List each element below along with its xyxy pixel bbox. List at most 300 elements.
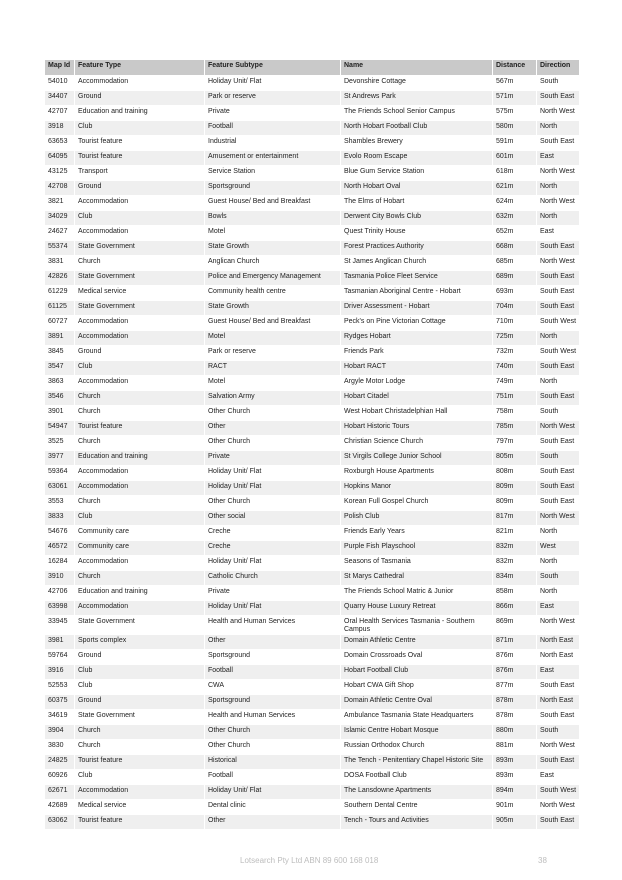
cell-direction: North bbox=[537, 526, 580, 541]
cell-name: Tasmanian Aboriginal Centre - Hobart bbox=[341, 286, 493, 301]
cell-feature-subtype: Other Church bbox=[205, 406, 341, 421]
cell-name: DOSA Football Club bbox=[341, 770, 493, 785]
cell-name: St James Anglican Church bbox=[341, 256, 493, 271]
cell-direction: North West bbox=[537, 616, 580, 635]
cell-feature-subtype: Motel bbox=[205, 376, 341, 391]
cell-feature-type: Accommodation bbox=[75, 601, 205, 616]
cell-direction: North bbox=[537, 211, 580, 226]
table-row bbox=[45, 815, 580, 830]
cell-feature-type: Club bbox=[75, 121, 205, 136]
table-row bbox=[45, 635, 580, 650]
cell-distance: 668m bbox=[493, 241, 537, 256]
column-header-feature-type: Feature Type bbox=[75, 60, 205, 76]
cell-name: Driver Assessment - Hobart bbox=[341, 301, 493, 316]
cell-feature-type: Accommodation bbox=[75, 376, 205, 391]
cell-feature-subtype: State Growth bbox=[205, 241, 341, 256]
cell-distance: 817m bbox=[493, 511, 537, 526]
cell-name: The Friends School Senior Campus bbox=[341, 106, 493, 121]
cell-map-id: 62671 bbox=[45, 785, 75, 800]
cell-map-id: 61125 bbox=[45, 301, 75, 316]
cell-distance: 832m bbox=[493, 541, 537, 556]
cell-distance: 689m bbox=[493, 271, 537, 286]
cell-feature-type: Church bbox=[75, 725, 205, 740]
cell-distance: 710m bbox=[493, 316, 537, 331]
table-header-row bbox=[45, 60, 580, 76]
cell-name: Islamic Centre Hobart Mosque bbox=[341, 725, 493, 740]
cell-feature-type: Medical service bbox=[75, 800, 205, 815]
cell-map-id: 3916 bbox=[45, 665, 75, 680]
cell-feature-type: Club bbox=[75, 361, 205, 376]
cell-feature-subtype: Catholic Church bbox=[205, 571, 341, 586]
cell-feature-subtype: RACT bbox=[205, 361, 341, 376]
cell-feature-subtype: Other Church bbox=[205, 436, 341, 451]
table-row bbox=[45, 301, 580, 316]
cell-direction: South East bbox=[537, 496, 580, 511]
cell-distance: 725m bbox=[493, 331, 537, 346]
cell-name: Domain Athletic Centre bbox=[341, 635, 493, 650]
cell-feature-type: Education and training bbox=[75, 451, 205, 466]
cell-feature-type: Club bbox=[75, 680, 205, 695]
cell-name: Hobart Historic Tours bbox=[341, 421, 493, 436]
cell-distance: 901m bbox=[493, 800, 537, 815]
table-row bbox=[45, 571, 580, 586]
cell-distance: 591m bbox=[493, 136, 537, 151]
column-header-direction: Direction bbox=[537, 60, 580, 76]
cell-direction: South bbox=[537, 451, 580, 466]
cell-feature-type: Club bbox=[75, 770, 205, 785]
cell-feature-subtype: Holiday Unit/ Flat bbox=[205, 785, 341, 800]
column-header-map-id: Map Id bbox=[45, 60, 75, 76]
cell-direction: North East bbox=[537, 635, 580, 650]
cell-feature-subtype: Salvation Army bbox=[205, 391, 341, 406]
table-row bbox=[45, 481, 580, 496]
cell-feature-subtype: Park or reserve bbox=[205, 91, 341, 106]
cell-distance: 808m bbox=[493, 466, 537, 481]
cell-feature-subtype: Creche bbox=[205, 526, 341, 541]
cell-feature-subtype: Health and Human Services bbox=[205, 616, 341, 635]
cell-name: Blue Gum Service Station bbox=[341, 166, 493, 181]
cell-map-id: 52553 bbox=[45, 680, 75, 695]
table-row bbox=[45, 755, 580, 770]
cell-name: Tasmania Police Fleet Service bbox=[341, 271, 493, 286]
cell-map-id: 3981 bbox=[45, 635, 75, 650]
cell-distance: 601m bbox=[493, 151, 537, 166]
cell-direction: South West bbox=[537, 316, 580, 331]
cell-distance: 575m bbox=[493, 106, 537, 121]
page-number: 38 bbox=[538, 856, 547, 865]
cell-map-id: 16284 bbox=[45, 556, 75, 571]
cell-name: Hobart RACT bbox=[341, 361, 493, 376]
cell-map-id: 63998 bbox=[45, 601, 75, 616]
cell-map-id: 46572 bbox=[45, 541, 75, 556]
cell-direction: North East bbox=[537, 695, 580, 710]
cell-feature-type: Accommodation bbox=[75, 316, 205, 331]
cell-map-id: 3910 bbox=[45, 571, 75, 586]
cell-map-id: 61229 bbox=[45, 286, 75, 301]
cell-feature-type: State Government bbox=[75, 616, 205, 635]
cell-map-id: 63653 bbox=[45, 136, 75, 151]
cell-direction: North West bbox=[537, 511, 580, 526]
cell-feature-type: Ground bbox=[75, 346, 205, 361]
cell-name: North Hobart Football Club bbox=[341, 121, 493, 136]
table-row bbox=[45, 286, 580, 301]
cell-direction: North bbox=[537, 121, 580, 136]
cell-feature-type: Accommodation bbox=[75, 331, 205, 346]
cell-distance: 869m bbox=[493, 616, 537, 635]
cell-feature-subtype: Other Church bbox=[205, 496, 341, 511]
cell-feature-type: Accommodation bbox=[75, 226, 205, 241]
table-row bbox=[45, 725, 580, 740]
cell-map-id: 3845 bbox=[45, 346, 75, 361]
cell-name: Derwent City Bowls Club bbox=[341, 211, 493, 226]
cell-name: Friends Park bbox=[341, 346, 493, 361]
cell-map-id: 54010 bbox=[45, 76, 75, 91]
cell-feature-subtype: Community health centre bbox=[205, 286, 341, 301]
table-row bbox=[45, 331, 580, 346]
cell-distance: 758m bbox=[493, 406, 537, 421]
cell-direction: South bbox=[537, 571, 580, 586]
cell-feature-subtype: Other Church bbox=[205, 725, 341, 740]
cell-map-id: 42689 bbox=[45, 800, 75, 815]
cell-feature-subtype: Holiday Unit/ Flat bbox=[205, 601, 341, 616]
cell-distance: 632m bbox=[493, 211, 537, 226]
cell-map-id: 34029 bbox=[45, 211, 75, 226]
cell-direction: East bbox=[537, 151, 580, 166]
cell-distance: 685m bbox=[493, 256, 537, 271]
cell-name: Polish Club bbox=[341, 511, 493, 526]
cell-feature-subtype: Holiday Unit/ Flat bbox=[205, 466, 341, 481]
cell-name: Korean Full Gospel Church bbox=[341, 496, 493, 511]
cell-feature-type: Church bbox=[75, 571, 205, 586]
cell-name: Evolo Room Escape bbox=[341, 151, 493, 166]
cell-distance: 894m bbox=[493, 785, 537, 800]
cell-map-id: 60727 bbox=[45, 316, 75, 331]
cell-distance: 704m bbox=[493, 301, 537, 316]
cell-feature-subtype: CWA bbox=[205, 680, 341, 695]
cell-direction: East bbox=[537, 665, 580, 680]
cell-name: Rydges Hobart bbox=[341, 331, 493, 346]
table-row bbox=[45, 511, 580, 526]
cell-direction: South East bbox=[537, 466, 580, 481]
cell-feature-type: Ground bbox=[75, 695, 205, 710]
cell-feature-subtype: Dental clinic bbox=[205, 800, 341, 815]
table-row bbox=[45, 346, 580, 361]
cell-distance: 621m bbox=[493, 181, 537, 196]
cell-feature-subtype: Anglican Church bbox=[205, 256, 341, 271]
table-row bbox=[45, 680, 580, 695]
cell-direction: North East bbox=[537, 650, 580, 665]
table-row bbox=[45, 451, 580, 466]
cell-direction: North bbox=[537, 331, 580, 346]
cell-map-id: 3977 bbox=[45, 451, 75, 466]
table-row bbox=[45, 256, 580, 271]
cell-direction: North West bbox=[537, 421, 580, 436]
cell-map-id: 60926 bbox=[45, 770, 75, 785]
cell-map-id: 3821 bbox=[45, 196, 75, 211]
cell-map-id: 64095 bbox=[45, 151, 75, 166]
cell-feature-subtype: Creche bbox=[205, 541, 341, 556]
cell-name: Purple Fish Playschool bbox=[341, 541, 493, 556]
cell-direction: South bbox=[537, 406, 580, 421]
cell-direction: East bbox=[537, 226, 580, 241]
cell-name: Argyle Motor Lodge bbox=[341, 376, 493, 391]
cell-name: Friends Early Years bbox=[341, 526, 493, 541]
cell-feature-subtype: Guest House/ Bed and Breakfast bbox=[205, 316, 341, 331]
table-row bbox=[45, 166, 580, 181]
cell-feature-subtype: Police and Emergency Management bbox=[205, 271, 341, 286]
cell-distance: 732m bbox=[493, 346, 537, 361]
cell-direction: East bbox=[537, 601, 580, 616]
cell-feature-type: Tourist feature bbox=[75, 755, 205, 770]
cell-map-id: 63061 bbox=[45, 481, 75, 496]
cell-name: Christian Science Church bbox=[341, 436, 493, 451]
cell-feature-subtype: Football bbox=[205, 770, 341, 785]
cell-map-id: 33945 bbox=[45, 616, 75, 635]
cell-name: Hobart CWA Gift Shop bbox=[341, 680, 493, 695]
cell-name: Ambulance Tasmania State Headquarters bbox=[341, 710, 493, 725]
table-row bbox=[45, 136, 580, 151]
cell-feature-type: Accommodation bbox=[75, 76, 205, 91]
cell-name: Devonshire Cottage bbox=[341, 76, 493, 91]
cell-feature-subtype: Sportsground bbox=[205, 695, 341, 710]
cell-direction: North bbox=[537, 586, 580, 601]
cell-direction: North West bbox=[537, 166, 580, 181]
cell-distance: 893m bbox=[493, 755, 537, 770]
cell-feature-type: Sports complex bbox=[75, 635, 205, 650]
cell-feature-type: Club bbox=[75, 511, 205, 526]
cell-direction: South East bbox=[537, 481, 580, 496]
cell-feature-subtype: Service Station bbox=[205, 166, 341, 181]
cell-distance: 877m bbox=[493, 680, 537, 695]
cell-map-id: 3904 bbox=[45, 725, 75, 740]
cell-distance: 693m bbox=[493, 286, 537, 301]
cell-feature-type: Accommodation bbox=[75, 466, 205, 481]
cell-direction: South East bbox=[537, 286, 580, 301]
cell-name: Shambles Brewery bbox=[341, 136, 493, 151]
cell-feature-subtype: Private bbox=[205, 106, 341, 121]
cell-distance: 905m bbox=[493, 815, 537, 830]
cell-direction: South West bbox=[537, 346, 580, 361]
cell-feature-type: Church bbox=[75, 391, 205, 406]
cell-direction: South East bbox=[537, 755, 580, 770]
cell-feature-subtype: Football bbox=[205, 665, 341, 680]
cell-name: Seasons of Tasmania bbox=[341, 556, 493, 571]
cell-name: Hobart Football Club bbox=[341, 665, 493, 680]
cell-map-id: 55374 bbox=[45, 241, 75, 256]
cell-name: The Friends School Matric & Junior bbox=[341, 586, 493, 601]
cell-name: Domain Crossroads Oval bbox=[341, 650, 493, 665]
cell-map-id: 3918 bbox=[45, 121, 75, 136]
cell-feature-type: Transport bbox=[75, 166, 205, 181]
cell-distance: 881m bbox=[493, 740, 537, 755]
cell-feature-subtype: Other bbox=[205, 421, 341, 436]
cell-feature-type: Accommodation bbox=[75, 196, 205, 211]
cell-feature-type: Church bbox=[75, 406, 205, 421]
cell-distance: 866m bbox=[493, 601, 537, 616]
cell-map-id: 42708 bbox=[45, 181, 75, 196]
cell-direction: South East bbox=[537, 710, 580, 725]
cell-name: North Hobart Oval bbox=[341, 181, 493, 196]
table-row bbox=[45, 196, 580, 211]
cell-feature-type: Club bbox=[75, 211, 205, 226]
cell-direction: South East bbox=[537, 680, 580, 695]
cell-distance: 893m bbox=[493, 770, 537, 785]
table-row bbox=[45, 770, 580, 785]
cell-name: St Andrews Park bbox=[341, 91, 493, 106]
table-row bbox=[45, 541, 580, 556]
table-row bbox=[45, 665, 580, 680]
cell-feature-type: Community care bbox=[75, 526, 205, 541]
cell-feature-type: Medical service bbox=[75, 286, 205, 301]
table-row bbox=[45, 740, 580, 755]
cell-feature-subtype: Bowls bbox=[205, 211, 341, 226]
cell-feature-type: Education and training bbox=[75, 106, 205, 121]
column-header-name: Name bbox=[341, 60, 493, 76]
table-row bbox=[45, 361, 580, 376]
cell-feature-subtype: Guest House/ Bed and Breakfast bbox=[205, 196, 341, 211]
cell-feature-subtype: Other social bbox=[205, 511, 341, 526]
cell-map-id: 43125 bbox=[45, 166, 75, 181]
cell-distance: 751m bbox=[493, 391, 537, 406]
cell-map-id: 54676 bbox=[45, 526, 75, 541]
cell-direction: South East bbox=[537, 815, 580, 830]
table-row bbox=[45, 785, 580, 800]
cell-feature-type: Church bbox=[75, 496, 205, 511]
cell-distance: 834m bbox=[493, 571, 537, 586]
cell-direction: North West bbox=[537, 196, 580, 211]
cell-direction: North bbox=[537, 181, 580, 196]
cell-map-id: 34407 bbox=[45, 91, 75, 106]
table-body bbox=[45, 76, 580, 830]
cell-feature-subtype: Amusement or entertainment bbox=[205, 151, 341, 166]
cell-map-id: 54947 bbox=[45, 421, 75, 436]
cell-feature-type: State Government bbox=[75, 710, 205, 725]
cell-feature-type: Ground bbox=[75, 181, 205, 196]
cell-direction: South East bbox=[537, 361, 580, 376]
cell-distance: 567m bbox=[493, 76, 537, 91]
cell-direction: West bbox=[537, 541, 580, 556]
cell-distance: 876m bbox=[493, 665, 537, 680]
cell-distance: 809m bbox=[493, 496, 537, 511]
cell-direction: South East bbox=[537, 136, 580, 151]
cell-feature-type: Ground bbox=[75, 650, 205, 665]
table-row bbox=[45, 466, 580, 481]
cell-map-id: 63062 bbox=[45, 815, 75, 830]
cell-map-id: 3891 bbox=[45, 331, 75, 346]
cell-name: The Lansdowne Apartments bbox=[341, 785, 493, 800]
cell-distance: 805m bbox=[493, 451, 537, 466]
table-row bbox=[45, 91, 580, 106]
table-row bbox=[45, 181, 580, 196]
cell-name: Russian Orthodox Church bbox=[341, 740, 493, 755]
cell-name: St Marys Cathedral bbox=[341, 571, 493, 586]
cell-feature-subtype: Holiday Unit/ Flat bbox=[205, 76, 341, 91]
cell-feature-subtype: Park or reserve bbox=[205, 346, 341, 361]
cell-direction: North West bbox=[537, 800, 580, 815]
column-header-feature-subtype: Feature Subtype bbox=[205, 60, 341, 76]
cell-feature-subtype: Health and Human Services bbox=[205, 710, 341, 725]
cell-map-id: 60375 bbox=[45, 695, 75, 710]
cell-direction: South bbox=[537, 76, 580, 91]
table-row bbox=[45, 106, 580, 121]
table-row bbox=[45, 526, 580, 541]
cell-feature-type: Church bbox=[75, 740, 205, 755]
cell-map-id: 42707 bbox=[45, 106, 75, 121]
table-row bbox=[45, 226, 580, 241]
cell-direction: South bbox=[537, 725, 580, 740]
cell-feature-type: Tourist feature bbox=[75, 136, 205, 151]
cell-name: The Elms of Hobart bbox=[341, 196, 493, 211]
cell-feature-type: State Government bbox=[75, 271, 205, 286]
cell-direction: North bbox=[537, 556, 580, 571]
cell-distance: 880m bbox=[493, 725, 537, 740]
table-row bbox=[45, 601, 580, 616]
cell-map-id: 3547 bbox=[45, 361, 75, 376]
cell-feature-subtype: Private bbox=[205, 451, 341, 466]
cell-name: Peck's on Pine Victorian Cottage bbox=[341, 316, 493, 331]
cell-direction: South East bbox=[537, 436, 580, 451]
cell-feature-type: Accommodation bbox=[75, 481, 205, 496]
cell-distance: 878m bbox=[493, 710, 537, 725]
cell-name: West Hobart Christadelphian Hall bbox=[341, 406, 493, 421]
cell-feature-subtype: Football bbox=[205, 121, 341, 136]
table-row bbox=[45, 376, 580, 391]
cell-direction: North West bbox=[537, 106, 580, 121]
cell-feature-subtype: State Growth bbox=[205, 301, 341, 316]
table-row bbox=[45, 151, 580, 166]
table-row bbox=[45, 271, 580, 286]
cell-distance: 624m bbox=[493, 196, 537, 211]
table-row bbox=[45, 496, 580, 511]
cell-feature-subtype: Historical bbox=[205, 755, 341, 770]
cell-direction: East bbox=[537, 770, 580, 785]
cell-direction: South East bbox=[537, 241, 580, 256]
cell-map-id: 3553 bbox=[45, 496, 75, 511]
cell-name: Tench - Tours and Activities bbox=[341, 815, 493, 830]
cell-direction: South East bbox=[537, 271, 580, 286]
cell-distance: 832m bbox=[493, 556, 537, 571]
cell-direction: North West bbox=[537, 740, 580, 755]
cell-distance: 785m bbox=[493, 421, 537, 436]
cell-feature-subtype: Motel bbox=[205, 331, 341, 346]
column-header-distance: Distance bbox=[493, 60, 537, 76]
cell-feature-subtype: Sportsground bbox=[205, 181, 341, 196]
cell-feature-subtype: Other bbox=[205, 635, 341, 650]
cell-name: Oral Health Services Tasmania - Southern Campus bbox=[341, 616, 493, 635]
cell-feature-type: State Government bbox=[75, 301, 205, 316]
cell-map-id: 3831 bbox=[45, 256, 75, 271]
cell-distance: 740m bbox=[493, 361, 537, 376]
table-row bbox=[45, 421, 580, 436]
cell-feature-type: Tourist feature bbox=[75, 151, 205, 166]
table-row bbox=[45, 211, 580, 226]
cell-distance: 652m bbox=[493, 226, 537, 241]
cell-feature-subtype: Motel bbox=[205, 226, 341, 241]
cell-map-id: 3863 bbox=[45, 376, 75, 391]
cell-map-id: 42706 bbox=[45, 586, 75, 601]
cell-name: Roxburgh House Apartments bbox=[341, 466, 493, 481]
table-row bbox=[45, 695, 580, 710]
cell-distance: 878m bbox=[493, 695, 537, 710]
cell-name: St Virgils College Junior School bbox=[341, 451, 493, 466]
cell-direction: South East bbox=[537, 91, 580, 106]
cell-map-id: 59764 bbox=[45, 650, 75, 665]
cell-map-id: 24825 bbox=[45, 755, 75, 770]
features-table bbox=[44, 59, 580, 830]
table-row bbox=[45, 650, 580, 665]
cell-name: Forest Practices Authority bbox=[341, 241, 493, 256]
table-row bbox=[45, 316, 580, 331]
